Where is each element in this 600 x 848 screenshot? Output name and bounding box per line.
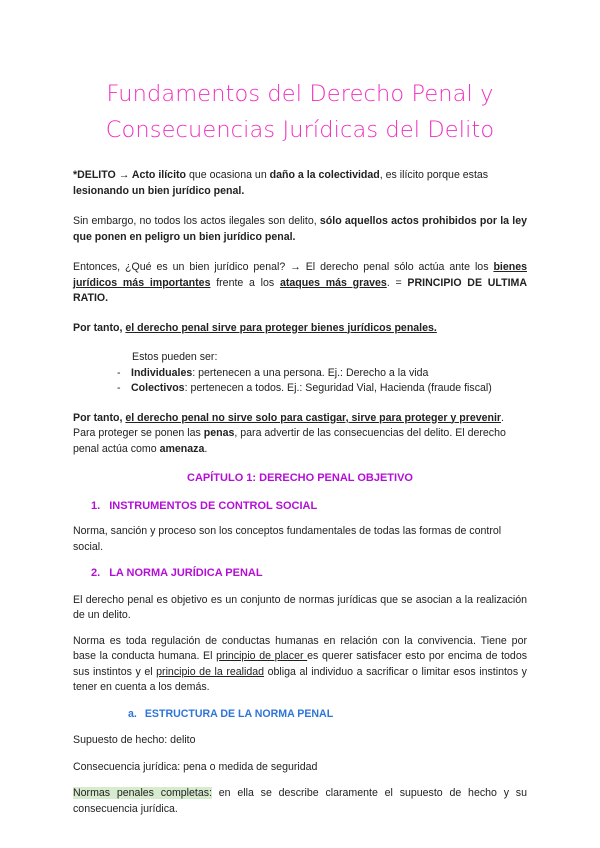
paragraph-norma: Norma es toda regulación de conductas humanas en relación con la convivencia. Tiene por base la conducta humana. El principio de placer es querer satisfacer esto por encima de todos sus instintos y el principio de la realidad obliga al individuo a sacrificar o limitar esos instintos y tener en cuenta a los demás.	[73, 634, 528, 693]
list-item: - Colectivos: pertenecen a todos. Ej.: Seguridad Vial, Hacienda (fraude fiscal)	[73, 381, 527, 397]
consecuencia-juridica: Consecuencia jurídica: pena o medida de seguridad	[73, 760, 318, 773]
paragraph-por-tanto-proteger: Por tanto, el derecho penal sirve para proteger bienes jurídicos penales.	[73, 321, 437, 334]
bienes-list	[73, 366, 527, 397]
chapter-heading: CAPÍTULO 1: DERECHO PENAL OBJETIVO	[187, 472, 413, 484]
delito-definition-term: *DELITO → Acto ilícito	[73, 169, 187, 181]
section-heading-2: 2. LA NORMA JURÍDICA PENAL	[91, 567, 263, 579]
section-heading-1: 1. INSTRUMENTOS DE CONTROL SOCIAL	[91, 499, 318, 512]
title-line-2: Consecuencias Jurídicas del Delito	[105, 117, 495, 143]
document-title	[73, 0, 527, 148]
list-item: - Individuales: pertenecen a una persona. Ej.: Derecho a la vida	[73, 366, 527, 382]
subsection-heading-a: a. ESTRUCTURA DE LA NORMA PENAL	[128, 707, 334, 720]
paragraph-normas-completas: Normas penales completas: en ella se describe claramente el supuesto de hecho y su consecuencia jurídica.	[73, 787, 527, 815]
paragraph-derecho-objetivo: El derecho penal es objetivo es un conjunto de normas jurídicas que se asocian a la realización de un delito.	[73, 593, 527, 621]
paragraph-bien-juridico: Entonces, ¿Qué es un bien jurídico penal? → El derecho penal sólo actúa ante los bienes jurídicos más importantes frente a los ataques más graves. = PRINCIPIO DE ULTIMA RATIO.	[73, 261, 527, 304]
title-line-1: Fundamentos del Derecho Penal y	[106, 81, 494, 107]
supuesto-de-hecho: Supuesto de hecho: delito	[73, 734, 196, 746]
paragraph-sin-embargo: Sin embargo, no todos los actos ilegales son delito, sólo aquellos actos prohibidos por la ley que ponen en peligro un bien jurídico penal.	[73, 215, 527, 243]
list-intro: Estos pueden ser:	[132, 351, 218, 363]
paragraph-delito: *DELITO → Acto ilícito que ocasiona un daño a la colectividad, es ilícito porque estas lesionando un bien jurídico penal.	[73, 169, 489, 197]
paragraph-por-tanto-prevenir: Por tanto, el derecho penal no sirve solo para castigar, sirve para proteger y prevenir. Para proteger se ponen las penas, para advertir de las consecuencias del delito. El derecho penal actúa como amenaza.	[73, 411, 506, 455]
paragraph-control-social: Norma, sanción y proceso son los conceptos fundamentales de todas las formas de control social.	[73, 525, 502, 553]
highlighted-term: Normas penales completas:	[73, 787, 212, 799]
